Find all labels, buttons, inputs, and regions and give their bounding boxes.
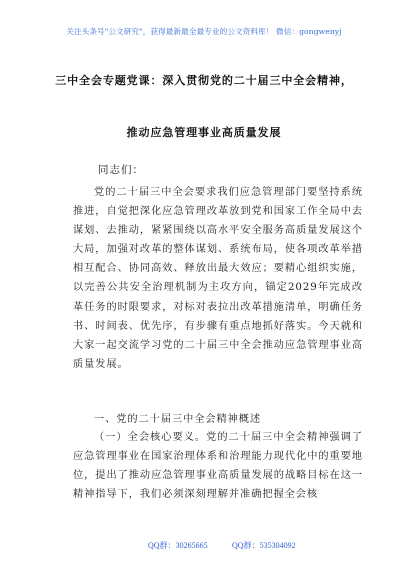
footer-qq-label-1: QQ群： [148,541,176,550]
section-heading-1: 一、党的二十届三中全会精神概述 [94,414,262,425]
footer-qq-number-2: 535304092 [259,541,296,550]
footer-qq-group-1 [148,540,208,551]
document-title-line-1: 三中全会专题党课：深入贯彻党的二十届三中全会精神， [55,74,353,87]
footer-qq-group-2 [232,540,296,551]
salutation: 同志们： [98,164,144,176]
body-paragraph-1: 党的二十届三中全会要求我们应急管理部门要坚持系统推进，自觉把深化应急管理改革放到党和国家工作全局中去谋划、去推动，紧紧围绕以高水平安全服务高质量发展这个大局，加强对改革的整体谋划、系统布局，使各项改革举措相互配合、协同高效、释放出最大效应；要精心组织实施，以完善公共安全治理机制为主攻方向，锚定2029年完成改革任务的时限要求，对标对表拉出改革措施清单，明确任务书、时间表、优先序，有步骤有重点地抓好落实。今天就和大家一起交流学习党的二十届三中全会推动应急管理事业高质量发展。 [73,187,363,370]
header-promo-note: 关注头条号"公文研究"，获得最新最全最专业的公文资料库！ 微信：gongwenyj [66,27,342,36]
footer-qq-label-2: QQ群： [232,541,260,550]
body-paragraph-2: （一）全会核心要义。党的二十届三中全会精神强调了应急管理事业在国家治理体系和治理能力现代化中的重要地位，提出了推动应急管理事业高质量发展的战略目标在这一精神指导下，我们必须深刻理解并准确把握全会核 [73,432,363,501]
document-title-line-2: 推动应急管理事业高质量发展 [126,126,282,139]
footer-qq-number-1: 30265665 [175,541,208,550]
